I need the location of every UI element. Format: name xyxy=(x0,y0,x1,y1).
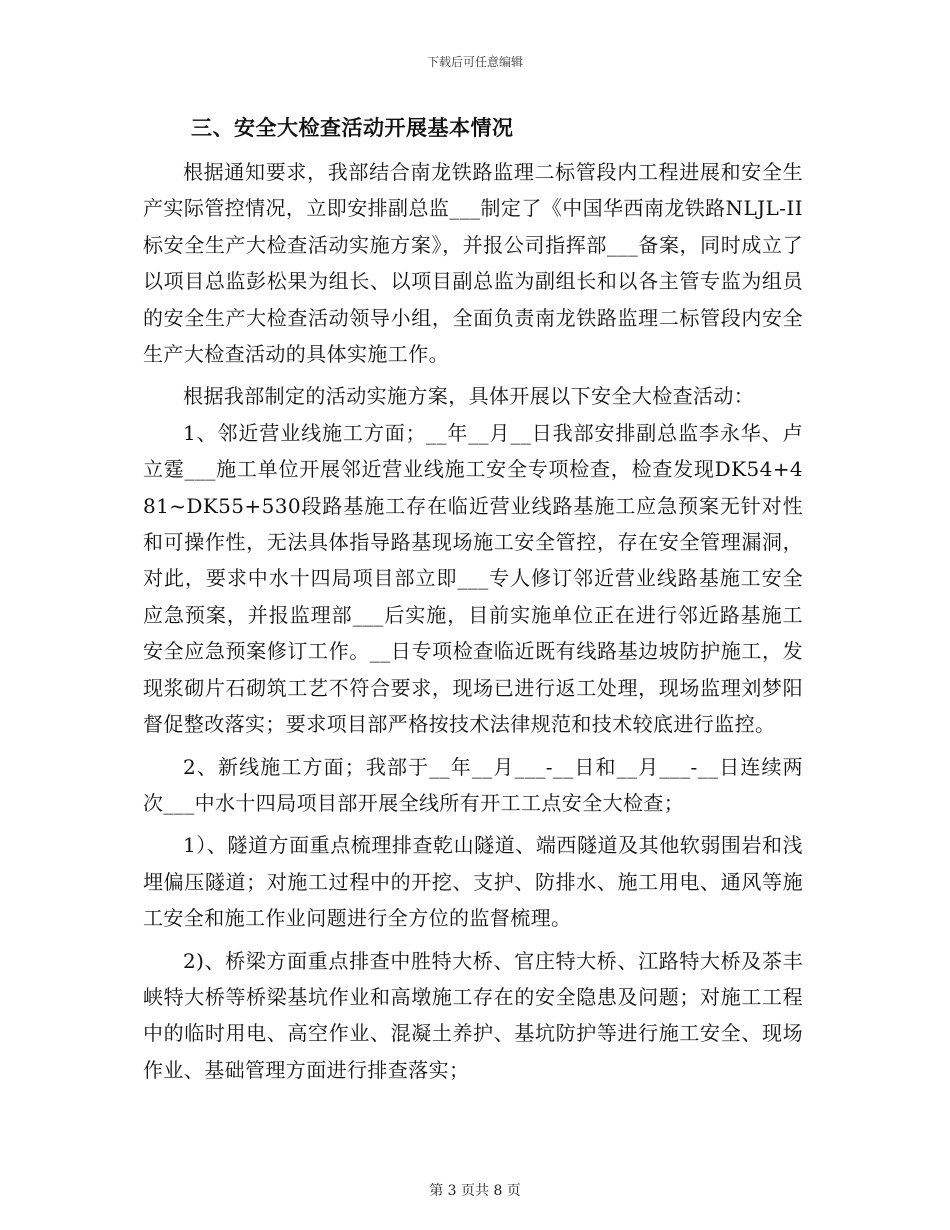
section-title: 三、安全大检查活动开展基本情况 xyxy=(191,115,514,140)
paragraph-activities-lead: 根据我部制定的活动实施方案，具体开展以下安全大检查活动： xyxy=(183,384,755,409)
paragraph-intro: 根据通知要求，我部结合南龙铁路监理二标管段内工程进展和安全生产实际管控情况，立即安排副总监___制定了《中国华西南龙铁路NLJL-II标安全生产大检查活动实施方案》，并报公司指挥部___备案，同时成立了以项目总监彭松果为组长、以项目副总监为副组长和以各主管专监为组员的安全生产大检查活动领导小组，全面负责南龙铁路监理二标管段内安全生产大检查活动的具体实施工作。 xyxy=(143,160,803,367)
document-body xyxy=(143,108,803,1088)
paragraph-item-2: 2、新线施工方面；我部于__年__月___-__日和__月___-__日连续两次___中水十四局项目部开展全线所有开工工点安全大检查； xyxy=(143,754,803,815)
page-footer: 第 3 页共 8 页 xyxy=(429,1183,521,1199)
paragraph-bridge: 2)、桥梁方面重点排查中胜特大桥、官庄特大桥、江路特大桥及茶丰峡特大桥等桥梁基坑作业和高墩施工存在的安全隐患及问题；对施工工程中的临时用电、高空作业、混凝土养护、基坑防护等进行施工安全、现场作业、基础管理方面进行排查落实； xyxy=(143,948,803,1082)
paragraph-tunnel: 1）、隧道方面重点梳理排查乾山隧道、端西隧道及其他软弱围岩和浅埋偏压隧道；对施工过程中的开挖、支护、防排水、施工用电、通风等施工安全和施工作业问题进行全方位的监督梳理。 xyxy=(143,833,803,931)
page-header: 下载后可任意编辑 xyxy=(426,55,523,69)
paragraph-item-1: 1、邻近营业线施工方面；__年__月__日我部安排副总监李永华、卢立霆___施工单位开展邻近营业线施工安全专项检查，检查发现DK54+481~DK55+530段路基施工存在临近营业线路基施工应急预案无针对性和可操作性，无法具体指导路基现场施工安全管控，存在安全管理漏洞，对此，要求中水十四局项目部立即___专人修订邻近营业线路基施工安全应急预案，并报监理部___后实施，目前实施单位正在进行邻近路基施工安全应急预案修订工作。__日专项检查临近既有线路基边坡防护施工，发现浆砌片石砌筑工艺不符合要求，现场已进行返工处理，现场监理刘梦阳督促整改落实；要求项目部严格按技术法律规范和技术较底进行监控。 xyxy=(143,420,803,737)
